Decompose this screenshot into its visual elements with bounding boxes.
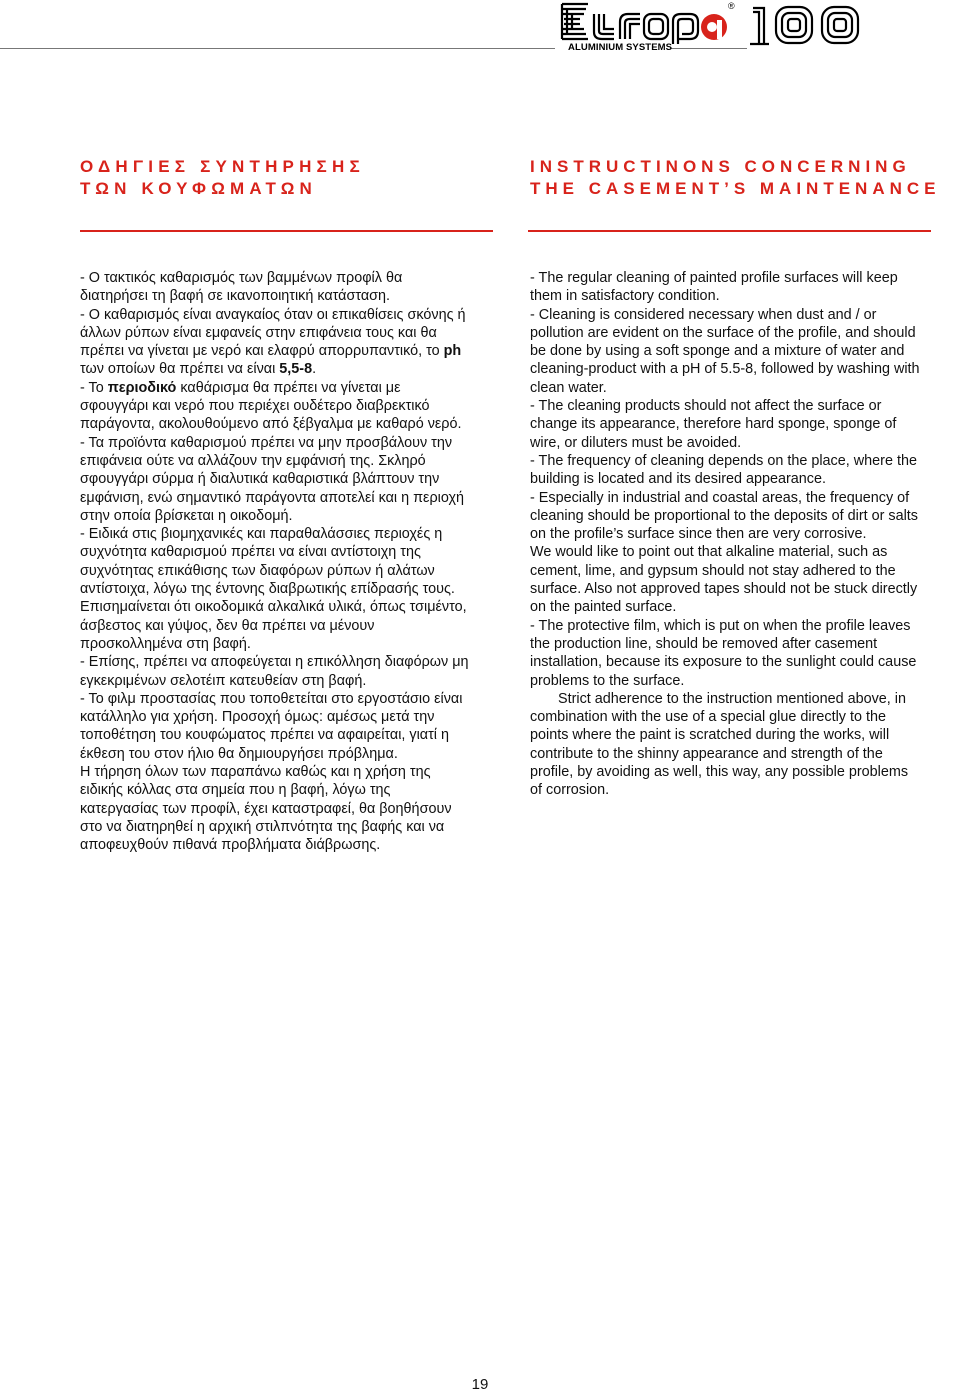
europa-logo [560, 0, 875, 56]
registered-mark: ® [728, 1, 735, 11]
greek-heading-rule [80, 230, 493, 232]
english-column [530, 269, 922, 800]
greek-paragraph: - Ο τακτικός καθαρισμός των βαμμένων προφίλ θα διατηρήσει τη βαφή σε ικανοποιητική κατάσταση. [80, 270, 403, 305]
greek-heading-line2: ΤΩΝ ΚΟΥΦΩΜΑΤΩΝ [80, 179, 318, 198]
greek-paragraph: - Το περιοδικό καθάρισμα θα πρέπει να γίνεται με σφουγγάρι και νερό που περιέχει ουδέτερο διαβρεκτικό παράγοντα, ακολουθούμενο από ξέβγαλμα με καθαρό νερό. [80, 379, 462, 433]
english-paragraph: - The protective film, which is put on when the profile leaves the production line, should be removed after casement installation, because its exposure to the sunlight could cause problems to the surface. [530, 617, 917, 689]
greek-column [80, 269, 470, 855]
ph-term: ph [443, 343, 462, 360]
english-paragraph: - The frequency of cleaning depends on the place, where the building is located and its desired appearance. [530, 452, 917, 488]
ph-range: 5,5-8 [279, 361, 313, 378]
greek-paragraph: Επισημαίνεται ότι οικοδομικά αλκαλικά υλικά, όπως τσιμέντο, άσβεστος και γύψος, δεν θα πρέπει να μένουν προσκολλημένα στη βαφή. [80, 599, 467, 652]
greek-paragraph: - Ο καθαρισμός είναι αναγκαίος όταν οι επικαθίσεις σκόνης ή άλλων ρύπων είναι εμφανείς στην επιφάνεια τους και θα πρέπει να γίνεται με νερό και ελαφρύ απορρυπαντικό, το ph των οποίων θα πρέπει να είναι 5,5-8. [80, 306, 466, 378]
greek-paragraph: - Τα προϊόντα καθαρισμού πρέπει να μην προσβάλουν την επιφάνεια ούτε να αλλάζουν την εμφάνισή της. Σκληρό σφουγγάρι σύρμα ή διαλυτικά καθαριστικά βλάπτουν την εμφάνιση, ενώ σημαντικό παράγοντα αποτελεί και η περιοχή στην οποία βρίσκεται η οικοδομή. [80, 434, 464, 524]
english-paragraph: - The regular cleaning of painted profile surfaces will keep them in satisfactory condition. [530, 270, 898, 305]
greek-paragraph: - Ειδικά στις βιομηχανικές και παραθαλάσσιες περιοχές η συχνότητα καθαρισμού πρέπει να είναι αντίστοιχη της συχνότητας επικάθισης των διαφόρων ρύπων ή αλάτων αντίστοιχα, λόγω της έντονης διαβρωτικής επίδρασής τους. [80, 526, 455, 598]
greek-heading-line1: ΟΔΗΓΙΕΣ ΣΥΝΤΗΡΗΣΗΣ [80, 157, 365, 176]
greek-paragraph: - Επίσης, πρέπει να αποφεύγεται η επικόλληση διαφόρων μη εγκεκριμένων σελοτέιπ κατευθείαν στη βαφή. [80, 654, 469, 689]
anniversary-100-mark [750, 4, 862, 46]
page-number: 19 [471, 1376, 489, 1393]
header-rule-left [0, 48, 555, 49]
greek-heading [80, 156, 365, 200]
english-paragraph: - The cleaning products should not affect the surface or change its appearance, therefore hard sponge, sponge of wire, or diluters must be avoided. [530, 398, 897, 451]
english-paragraph: - Cleaning is considered necessary when dust and / or pollution are evident on the surface of the profile, and should be done by using a soft sponge and a mixture of water and cleaning-product with a pH of 5.5-8, followed by washing with clean water. [530, 306, 920, 396]
english-heading-line1: INSTRUCTINONS CONCERNING [530, 157, 911, 176]
logo-subtitle: ALUMINIUM SYSTEMS [568, 42, 673, 53]
greek-paragraph: Η τήρηση όλων των παραπάνω καθώς και η χρήση της ειδικής κόλλας στα σημεία που η βαφή, λόγω της κατεργασίας των προφίλ, έχει καταστραφεί, θα βοηθήσουν στο να διατηρηθεί η αρχική στιλπνότητα της βαφής και να αποφευχθούν πιθανά προβλήματα διάβρωσης. [80, 764, 452, 854]
periodic-term: περιοδικό [107, 379, 177, 396]
english-heading-rule [528, 230, 931, 232]
english-paragraph: Strict adherence to the instruction mentioned above, in combination with the use of a special glue directly to the points where the paint is scratched during the works, will contribute to the shinny appearance and strength of the profile, by avoiding as well, this way, any possible problems of corrosion. [530, 690, 909, 799]
greek-paragraph: - Το φιλμ προστασίας που τοποθετείται στο εργοστάσιο είναι κατάλληλο για χρήση. Προσοχή όμως: αμέσως μετά την τοποθέτηση του κουφώματος πρέπει να αφαιρείται, γιατί η έκθεση του στον ήλιο θα δημιουργήσει πρόβλημα. [80, 690, 463, 762]
english-paragraph: We would like to point out that alkaline material, such as cement, lime, and gypsum should not stay adhered to the surface. Also not approved tapes should not be stuck directly on the painted surface. [530, 544, 918, 616]
english-heading-line2: THE CASEMENT’S MAINTENANCE [530, 179, 941, 198]
english-paragraph: - Especially in industrial and coastal areas, the frequency of cleaning should be proportional to the deposits of dirt or salts on the profile’s surface since then are very corrosive. [530, 489, 918, 543]
english-heading [530, 156, 941, 200]
europa-wordmark [560, 0, 730, 44]
